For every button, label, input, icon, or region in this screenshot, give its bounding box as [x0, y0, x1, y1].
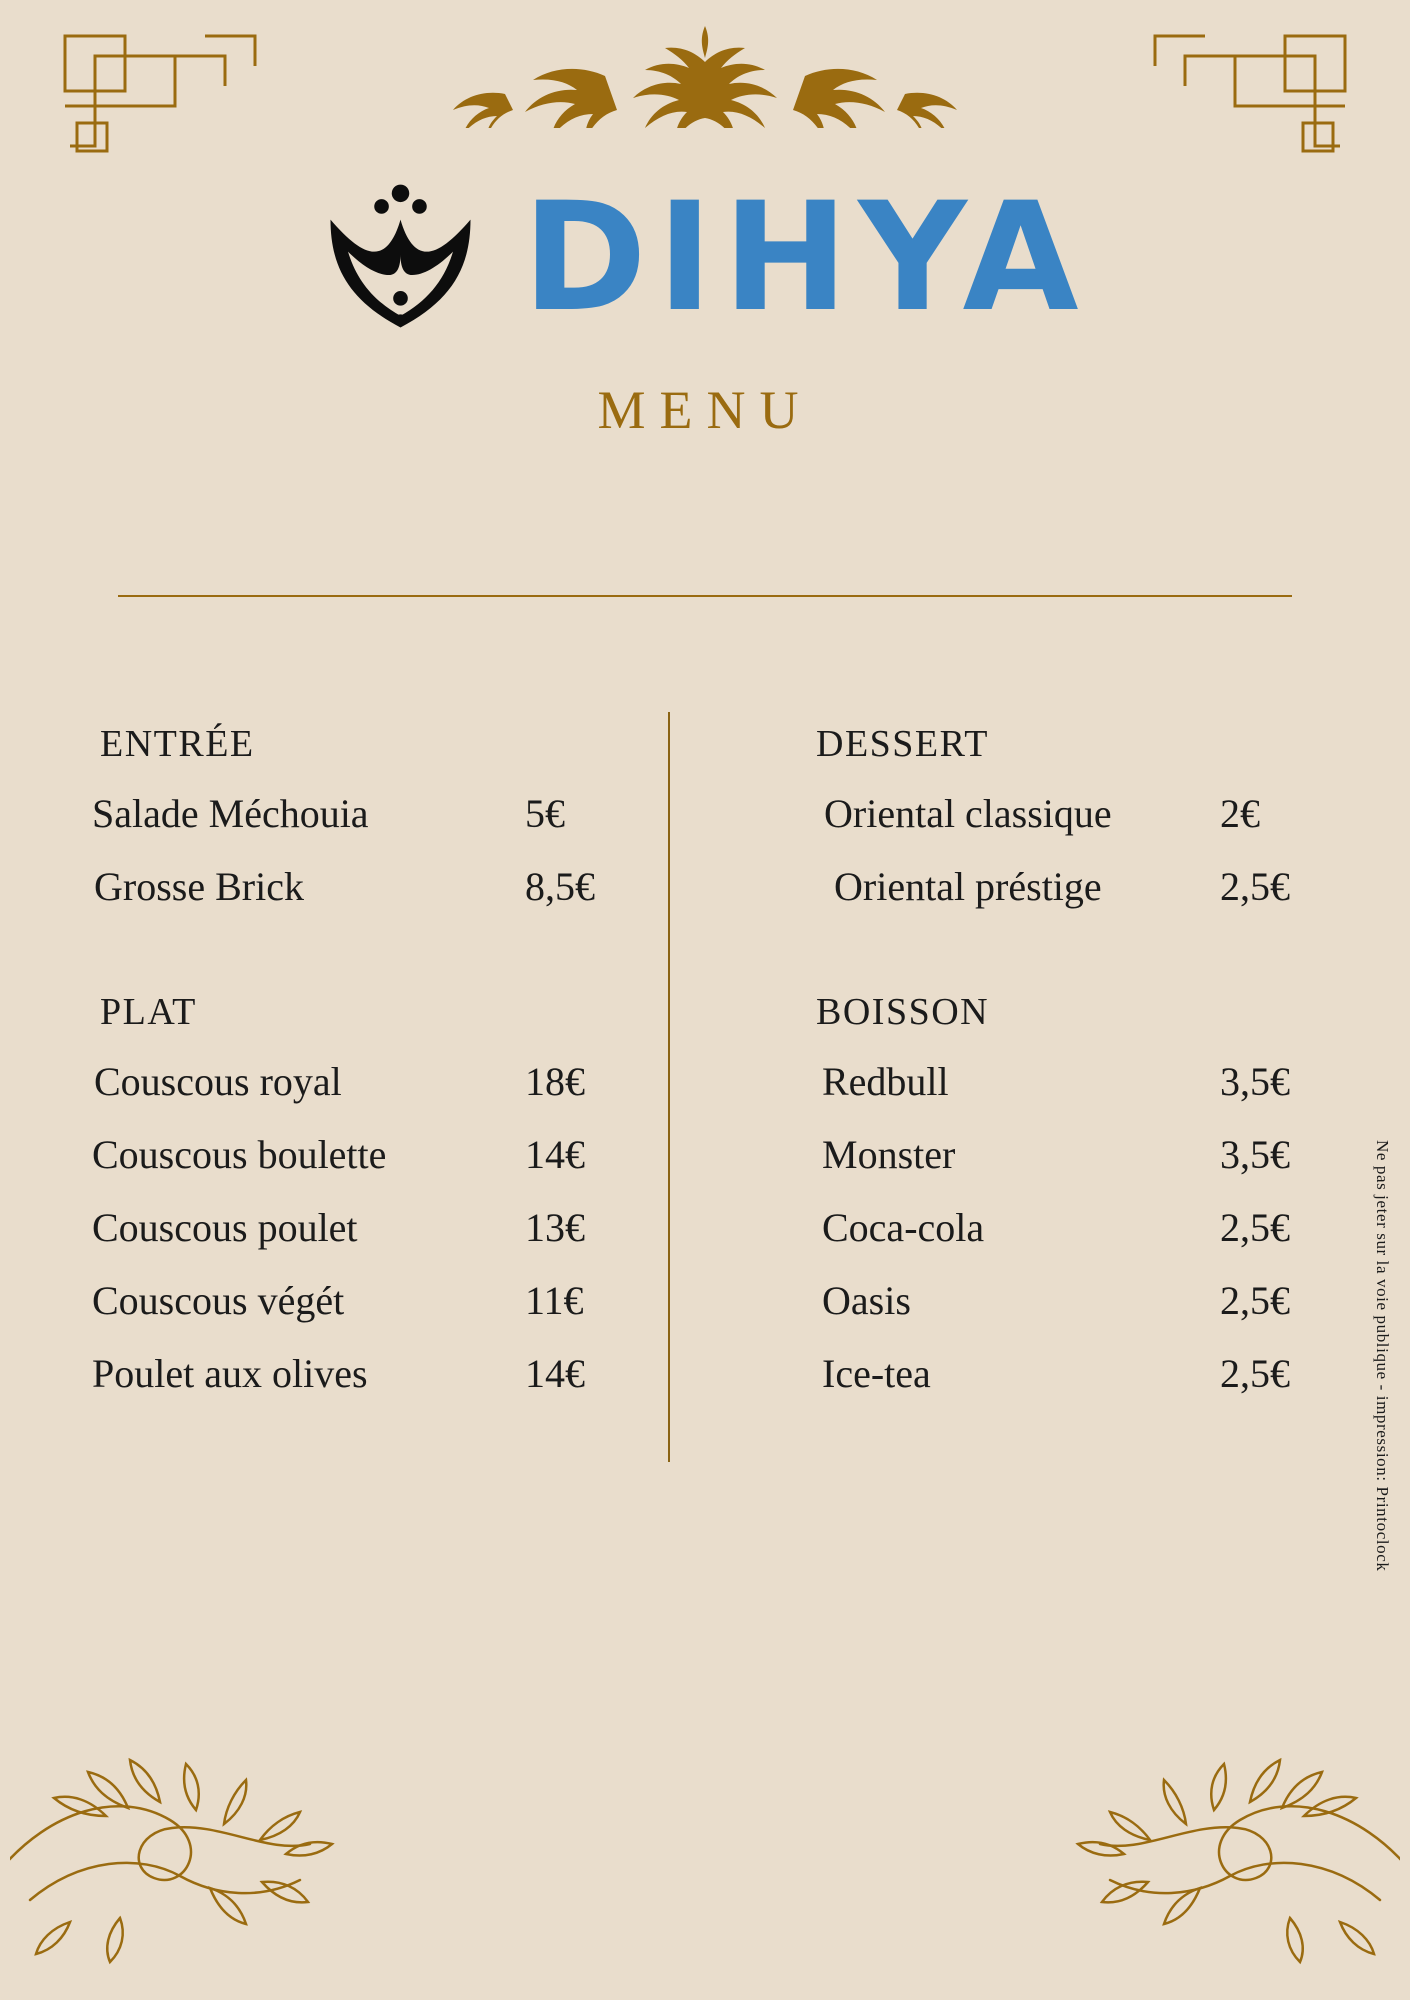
menu-item-name: Oriental préstige	[834, 864, 1102, 909]
menu-item-name: Ice-tea	[822, 1351, 931, 1396]
menu-section-plat	[70, 990, 635, 1397]
menu-item-name: Redbull	[822, 1059, 949, 1104]
crown-icon	[313, 170, 488, 345]
floral-flourish-icon-top	[445, 18, 965, 128]
menu-item-name: Monster	[822, 1132, 956, 1177]
menu-item	[800, 790, 1340, 837]
menu-item	[800, 1277, 1340, 1324]
menu-item-price: 14€	[525, 1132, 585, 1177]
menu-item-price: 2,5€	[1220, 1278, 1290, 1323]
section-title: DESSERT	[816, 723, 989, 765]
menu-section-entree	[70, 722, 635, 910]
menu-item	[70, 1350, 635, 1397]
menu-item-price: 3,5€	[1220, 1059, 1290, 1104]
menu-subtitle: MENU	[597, 380, 813, 440]
menu-item	[800, 1131, 1340, 1178]
menu-section-dessert	[800, 722, 1340, 910]
geometric-corner-icon-top-left	[55, 28, 305, 178]
menu-item-price: 2,5€	[1220, 1351, 1290, 1396]
menu-item	[800, 863, 1340, 910]
menu-item	[70, 1131, 635, 1178]
menu-item-name: Couscous poulet	[92, 1205, 358, 1250]
menu-item-price: 14€	[525, 1351, 585, 1396]
page-title: DIHYA	[522, 170, 1089, 345]
menu-item	[70, 1204, 635, 1251]
menu-item-price: 11€	[525, 1278, 584, 1323]
menu-item-name: Salade Méchouia	[92, 791, 369, 836]
legal-note: Ne pas jeter sur la voie publique - impression: Printoclock	[1373, 1140, 1392, 1572]
menu-item	[70, 863, 635, 910]
menu-item-price: 2€	[1220, 791, 1260, 836]
menu-body	[70, 722, 1340, 1423]
menu-item-price: 5€	[525, 791, 565, 836]
menu-item-name: Oasis	[822, 1278, 911, 1323]
geometric-corner-icon-top-right	[1105, 28, 1355, 178]
menu-item	[70, 790, 635, 837]
menu-item-price: 8,5€	[525, 864, 595, 909]
brand-row	[0, 170, 1410, 345]
menu-column-right	[705, 722, 1340, 1423]
menu-item	[800, 1058, 1340, 1105]
leaf-flourish-icon-bottom-left	[10, 1750, 410, 1980]
menu-item-price: 2,5€	[1220, 1205, 1290, 1250]
menu-column-left	[70, 722, 705, 1423]
menu-item-price: 13€	[525, 1205, 585, 1250]
menu-item	[70, 1277, 635, 1324]
menu-section-boisson	[800, 990, 1340, 1397]
menu-item-name: Poulet aux olives	[92, 1351, 368, 1396]
section-title: BOISSON	[816, 991, 990, 1033]
leaf-flourish-icon-bottom-right	[1000, 1750, 1400, 1980]
section-title: ENTRÉE	[100, 723, 255, 765]
menu-item-name: Couscous royal	[94, 1059, 342, 1104]
section-title: PLAT	[100, 991, 197, 1033]
header-divider	[118, 595, 1292, 597]
menu-item-name: Coca-cola	[822, 1205, 985, 1250]
menu-item-price: 18€	[525, 1059, 585, 1104]
menu-item-name: Couscous végét	[92, 1278, 345, 1323]
menu-item	[70, 1058, 635, 1105]
menu-header	[0, 170, 1410, 441]
menu-item	[800, 1350, 1340, 1397]
menu-item-name: Couscous boulette	[92, 1132, 387, 1177]
menu-item-price: 2,5€	[1220, 864, 1290, 909]
menu-item-name: Grosse Brick	[94, 864, 304, 909]
menu-item-name: Oriental classique	[824, 791, 1112, 836]
menu-item	[800, 1204, 1340, 1251]
menu-item-price: 3,5€	[1220, 1132, 1290, 1177]
